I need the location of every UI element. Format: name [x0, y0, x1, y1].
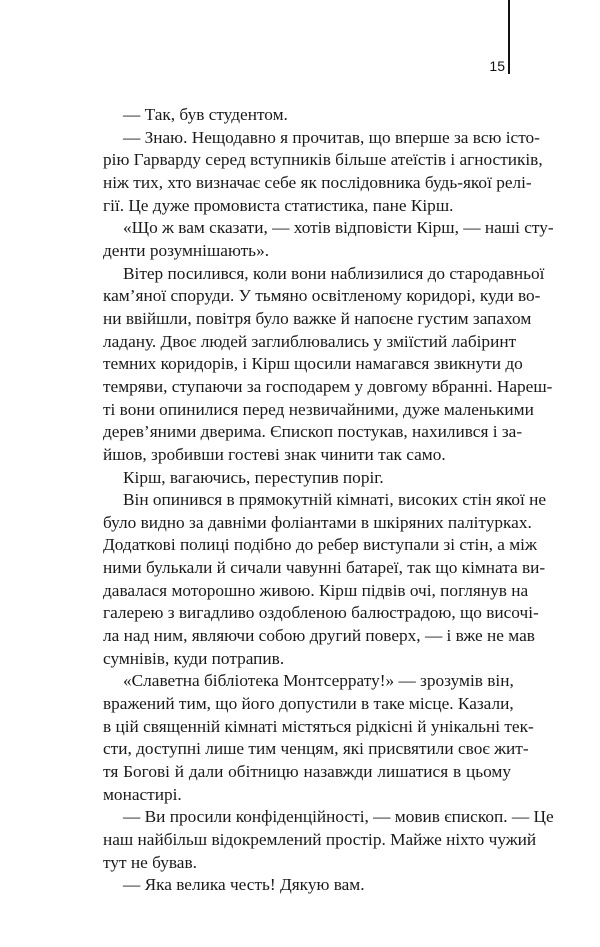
text-line: денти розумнішають».: [103, 240, 270, 260]
text-line: Додаткові полиці подібно до ребер виступали зі стін, а між: [103, 535, 537, 555]
text-line: ті вони опинилися перед незвичайними, дуже маленькими: [103, 399, 534, 419]
text-line: ними булькали й сичали чавунні батареї, так що кімната ви-: [103, 558, 546, 578]
page-number: 15: [489, 58, 505, 74]
text-line: йшов, зробивши гостеві знак чинити так само.: [103, 444, 446, 464]
text-line: в цій священній кімнаті містяться рідкісні й унікальні тек-: [103, 716, 534, 736]
text-line: — Знаю. Нещодавно я прочитав, що вперше за всю істо-: [123, 127, 540, 147]
text-line: — Так, був студентом.: [123, 105, 288, 124]
paragraph: [83, 217, 554, 262]
text-line: кам’яної споруди. У тьмяно освітленому коридорі, куди во-: [103, 286, 541, 306]
text-line: ладану. Двоє людей заглиблювались у зміїстий лабіринт: [103, 331, 517, 351]
paragraph: [83, 467, 511, 490]
text-line: тя Богові й дали обітницю назавжди лишатися в цьому: [103, 762, 511, 782]
text-line: рію Гарварду серед вступників більше атеїстів і агностиків,: [103, 150, 543, 170]
text-line: «Славетна бібліотека Монтсеррату!» — зрозумів він,: [123, 671, 514, 691]
text-line: ніж тих, хто визначає себе як послідовника будь-якої релі-: [103, 172, 532, 192]
paragraph: [83, 489, 547, 670]
text-line: дерев’яними дверима. Єпископ постукав, нахилився і за-: [103, 422, 523, 442]
text-line: — Яка велика честь! Дякую вам.: [123, 875, 365, 895]
text-line: темних коридорів, і Кірш щосили намагався звикнути до: [103, 354, 523, 374]
text-line: ла над ним, являючи собою другий поверх, — і вже не мав: [103, 626, 535, 646]
text-line: монастирі.: [103, 784, 182, 804]
text-line: «Що ж вам сказати, — хотів відповісти Кірш, — наші сту-: [123, 218, 554, 238]
paragraph: [83, 806, 554, 874]
text-line: сти, доступні лише тим ченцям, які присвятили своє жит-: [103, 739, 529, 759]
text-line: Він опинився в прямокутній кімнаті, високих стін якої не: [123, 490, 547, 510]
text-line: — Ви просили конфіденційності, — мовив єпископ. — Це: [123, 807, 554, 827]
page-edge-rule: [508, 0, 510, 74]
text-line: було видно за давніми фоліантами в шкіряних палітурках.: [103, 512, 532, 532]
text-line: сумнівів, куди потрапив.: [103, 648, 285, 668]
paragraph: [83, 670, 534, 806]
text-line: тут не бував.: [103, 852, 197, 872]
text-line: вражений тим, що його допустили в таке місце. Казали,: [103, 694, 514, 714]
text-line: гії. Це дуже промовиста статистика, пане Кірш.: [103, 195, 454, 215]
paragraph: [83, 263, 553, 467]
paragraph: [83, 127, 543, 218]
paragraph: [83, 874, 511, 897]
text-line: Вітер посилився, коли вони наблизилися до стародавньої: [123, 263, 545, 283]
text-line: темряви, ступаючи за господарем у довгому вбранні. Нареш-: [103, 376, 553, 396]
body-text: [83, 104, 554, 897]
text-line: ни ввійшли, повітря було важке й напоєне густим запахом: [103, 308, 532, 328]
text-line: Кірш, вагаючись, переступив поріг.: [123, 467, 384, 487]
text-line: наш найбільш відокремлений простір. Майже ніхто чужий: [103, 830, 537, 849]
text-line: давалася моторошно живою. Кірш підвів очі, поглянув на: [103, 580, 529, 600]
text-line: галерею з вигадливо оздобленою балюстрадою, що височі-: [103, 603, 539, 623]
paragraph: [83, 104, 511, 127]
